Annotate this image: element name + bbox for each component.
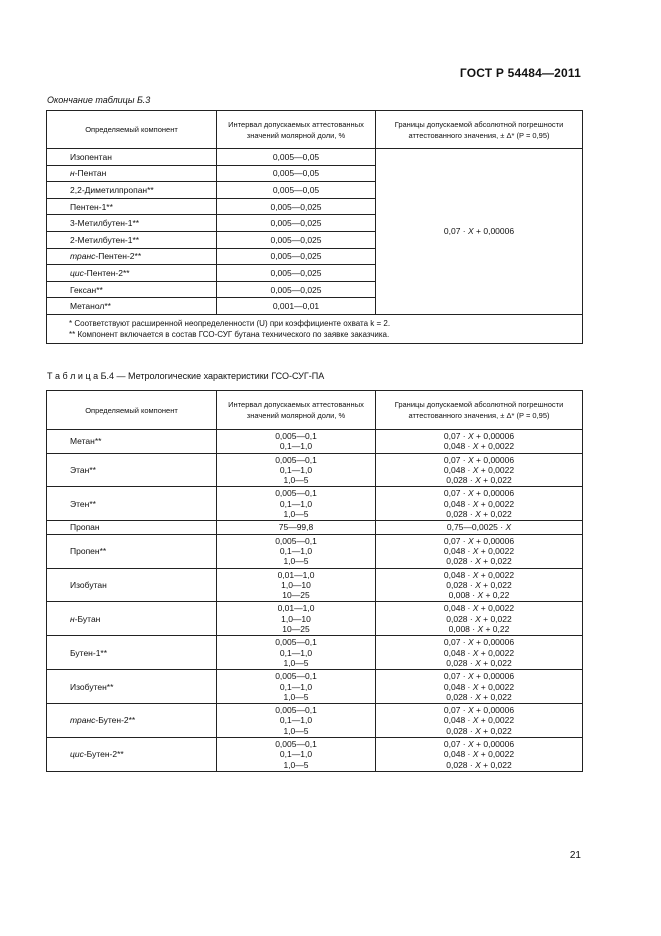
component-name: Пропан (70, 522, 100, 533)
error-formula: 0,07 · X + 0,00006 (443, 637, 515, 648)
range-value: 1,0—5 (283, 657, 309, 668)
error-formula: 0,008 · X + 0,22 (448, 624, 510, 635)
range-cell: 0,005—0,025 (217, 265, 376, 282)
component-name: Пентен-1** (70, 201, 113, 212)
error-formula: 0,028 · X + 0,022 (446, 475, 512, 486)
table-row (47, 521, 583, 534)
range-value: 1,0—5 (283, 475, 309, 486)
table1-body (47, 149, 583, 315)
range-cell (217, 453, 376, 487)
component-name: Метанол** (70, 301, 111, 312)
component-name-cell (47, 636, 217, 670)
range-cell (217, 521, 376, 534)
error-cell (376, 636, 583, 670)
component-name-cell (47, 198, 217, 215)
error-formula: 0,048 · X + 0,0022 (443, 681, 515, 692)
error-formula: 0,028 · X + 0,022 (446, 759, 512, 770)
error-formula: 0,048 · X + 0,0022 (443, 569, 515, 580)
range-value: 0,005—0,1 (275, 488, 317, 499)
error-formula: 0,028 · X + 0,022 (446, 691, 512, 702)
table-row (47, 704, 583, 738)
component-name-cell (47, 231, 217, 248)
error-formula: 0,048 · X + 0,0022 (443, 603, 515, 614)
table-row (47, 487, 583, 521)
range-value: 0,005—0,1 (275, 739, 317, 750)
range-cell (217, 738, 376, 772)
standard-number: ГОСТ Р 54484—2011 (459, 66, 581, 80)
component-prefix: цис (70, 267, 84, 278)
range-cell (217, 487, 376, 521)
range-cell (217, 670, 376, 704)
component-name: Изобутен** (70, 681, 114, 692)
error-formula: 0,028 · X + 0,022 (446, 725, 512, 736)
table2-header-range: Интервал допускаемых аттестованных значений молярной доли, % (217, 391, 376, 430)
error-formula: 0,028 · X + 0,022 (446, 579, 512, 590)
component-prefix: н (70, 613, 75, 624)
error-formula: 0,07 · X + 0,00006 (443, 454, 515, 465)
error-formula: 0,07 · X + 0,00006 (443, 535, 515, 546)
component-name-cell (47, 248, 217, 265)
range-value: 0,01—1,0 (277, 569, 315, 580)
range-value: 0,005—0,1 (275, 535, 317, 546)
component-name: Бутен-1** (70, 647, 108, 658)
error-cell (376, 568, 583, 602)
component-name: -Бутен-2** (95, 715, 136, 726)
component-name-cell (47, 453, 217, 487)
component-name: -Бутен-2** (83, 749, 124, 760)
range-value: 10—25 (282, 590, 310, 601)
component-name: Пропен** (70, 545, 107, 556)
component-name-cell (47, 281, 217, 298)
component-name-cell (47, 670, 217, 704)
range-cell: 0,005—0,05 (217, 165, 376, 182)
table1-notes (47, 314, 583, 343)
component-name: -Бутан (74, 613, 101, 624)
error-formula: 0,07 · X + 0,00006 (443, 431, 515, 441)
component-name-cell (47, 165, 217, 182)
range-value: 1,0—5 (283, 725, 309, 736)
range-value: 0,1—1,0 (279, 498, 313, 509)
error-cell (376, 602, 583, 636)
table1-header-component: Определяемый компонент (47, 111, 217, 149)
range-value: 0,005—0,1 (275, 637, 317, 648)
range-cell: 0,005—0,05 (217, 182, 376, 199)
table-row (47, 568, 583, 602)
range-value: 0,1—1,0 (279, 441, 313, 452)
table2-caption: Т а б л и ц а Б.4 — Метрологические характеристики ГСО-СУГ-ПА (47, 371, 325, 381)
component-name-cell (47, 215, 217, 232)
error-formula: 0,07 · X + 0,00006 (443, 705, 515, 716)
range-value: 0,1—1,0 (279, 715, 313, 726)
range-value: 1,0—5 (283, 759, 309, 770)
range-value: 1,0—10 (281, 613, 311, 624)
range-value: 0,1—1,0 (279, 464, 313, 475)
error-cell (376, 521, 583, 534)
table-row (47, 534, 583, 568)
error-formula: 0,008 · X + 0,22 (448, 590, 510, 601)
range-cell: 0,005—0,025 (217, 215, 376, 232)
table1-header-error: Границы допускаемой абсолютной погрешности аттестованного значения, ± Δ* (P = 0,95) (376, 111, 583, 149)
error-formula: 0,028 · X + 0,022 (446, 613, 512, 624)
error-formula: 0,048 · X + 0,0022 (443, 715, 515, 726)
table-row (47, 670, 583, 704)
range-value: 0,005—0,1 (275, 705, 317, 716)
error-formula: 0,048 · X + 0,0022 (443, 545, 515, 556)
error-cell (376, 453, 583, 487)
component-name-cell (47, 738, 217, 772)
error-formula: 0,07 · X + 0,00006 (443, 671, 515, 682)
range-value: 0,005—0,1 (275, 431, 317, 441)
table1-header-range: Интервал допускаемых аттестованных значений молярной доли, % (217, 111, 376, 149)
range-value: 1,0—5 (283, 556, 309, 567)
error-formula: 0,028 · X + 0,022 (446, 657, 512, 668)
component-name: Изобутан (70, 579, 107, 590)
table1-note-1: * Соответствуют расширенной неопределенности (U) при коэффициенте охвата k = 2. (69, 318, 391, 328)
range-cell: 0,001—0,01 (217, 298, 376, 315)
range-cell: 0,005—0,025 (217, 248, 376, 265)
error-formula: 0,07 · X + 0,00006 (443, 488, 515, 499)
component-name-cell (47, 521, 217, 534)
range-cell (217, 568, 376, 602)
error-formula: 0,028 · X + 0,022 (446, 556, 512, 567)
range-cell: 0,005—0,025 (217, 198, 376, 215)
component-prefix: н (70, 168, 75, 179)
table1-note-2: ** Компонент включается в состав ГСО-СУГ бутана технического по заявке заказчика. (69, 329, 390, 339)
range-value: 0,005—0,1 (275, 454, 317, 465)
component-name: Гексан** (70, 284, 103, 295)
component-name-cell (47, 265, 217, 282)
range-value: 0,1—1,0 (279, 681, 313, 692)
range-value: 1,0—5 (283, 691, 309, 702)
error-cell (376, 430, 583, 454)
table-row (47, 149, 583, 166)
component-name-cell (47, 568, 217, 602)
range-cell (217, 704, 376, 738)
error-cell (376, 670, 583, 704)
error-formula: 0,048 · X + 0,0022 (443, 441, 515, 452)
table-row (47, 430, 583, 454)
range-cell: 0,005—0,025 (217, 281, 376, 298)
range-cell (217, 430, 376, 454)
range-value: 10—25 (282, 624, 310, 635)
table-row (47, 602, 583, 636)
table-row (47, 636, 583, 670)
range-value: 0,01—1,0 (277, 603, 315, 614)
range-value: 1,0—10 (281, 579, 311, 590)
range-value: 0,1—1,0 (279, 647, 313, 658)
error-formula: 0,75—0,0025 · X (446, 522, 512, 533)
component-name-cell (47, 182, 217, 199)
component-prefix: транс (70, 251, 96, 262)
component-name: Изопентан (70, 151, 112, 162)
table-b4 (46, 390, 583, 772)
range-value: 0,1—1,0 (279, 545, 313, 556)
component-prefix: цис (70, 749, 84, 760)
component-name: 2,2-Диметилпропан** (70, 184, 154, 195)
range-cell: 0,005—0,025 (217, 231, 376, 248)
table1-caption: Окончание таблицы Б.3 (47, 95, 151, 105)
range-cell (217, 602, 376, 636)
range-cell (217, 636, 376, 670)
range-value: 75—99,8 (278, 522, 314, 533)
table2-body (47, 430, 583, 772)
page-number: 21 (569, 850, 581, 861)
error-cell (376, 487, 583, 521)
component-name-cell (47, 704, 217, 738)
component-name: Метан** (70, 436, 102, 447)
range-value: 0,005—0,1 (275, 671, 317, 682)
range-cell: 0,005—0,05 (217, 149, 376, 166)
error-formula: 0,048 · X + 0,0022 (443, 647, 515, 658)
component-name-cell (47, 487, 217, 521)
merged-error-cell (376, 149, 583, 315)
table2-header-error: Границы допускаемой абсолютной погрешности аттестованного значения, ± Δ* (P = 0,95) (376, 391, 583, 430)
table-b3-end (46, 110, 583, 344)
component-name: 3-Метилбутен-1** (70, 218, 140, 229)
error-formula: 0,07 · X + 0,00006 (443, 739, 515, 750)
component-name: 2-Метилбутен-1** (70, 234, 140, 245)
component-name: -Пентан (74, 168, 107, 179)
component-name: -Пентен-2** (83, 267, 130, 278)
error-formula: 0,048 · X + 0,0022 (443, 498, 515, 509)
error-cell (376, 534, 583, 568)
error-formula: 0,07 · X + 0,00006 (443, 226, 515, 237)
table-row (47, 453, 583, 487)
range-cell (217, 534, 376, 568)
table2-header-component: Определяемый компонент (47, 391, 217, 430)
table-row (47, 738, 583, 772)
error-cell (376, 704, 583, 738)
component-name: Этен** (70, 498, 96, 509)
error-formula: 0,048 · X + 0,0022 (443, 464, 515, 475)
component-prefix: транс (70, 715, 96, 726)
component-name-cell (47, 149, 217, 166)
component-name-cell (47, 298, 217, 315)
range-value: 0,1—1,0 (279, 749, 313, 760)
component-name-cell (47, 602, 217, 636)
component-name: -Пентен-2** (95, 251, 142, 262)
range-value: 1,0—5 (283, 509, 309, 520)
error-formula: 0,048 · X + 0,0022 (443, 749, 515, 760)
error-formula: 0,028 · X + 0,022 (446, 509, 512, 520)
component-name-cell (47, 534, 217, 568)
component-name: Этан** (70, 464, 96, 475)
error-cell (376, 738, 583, 772)
component-name-cell (47, 430, 217, 454)
